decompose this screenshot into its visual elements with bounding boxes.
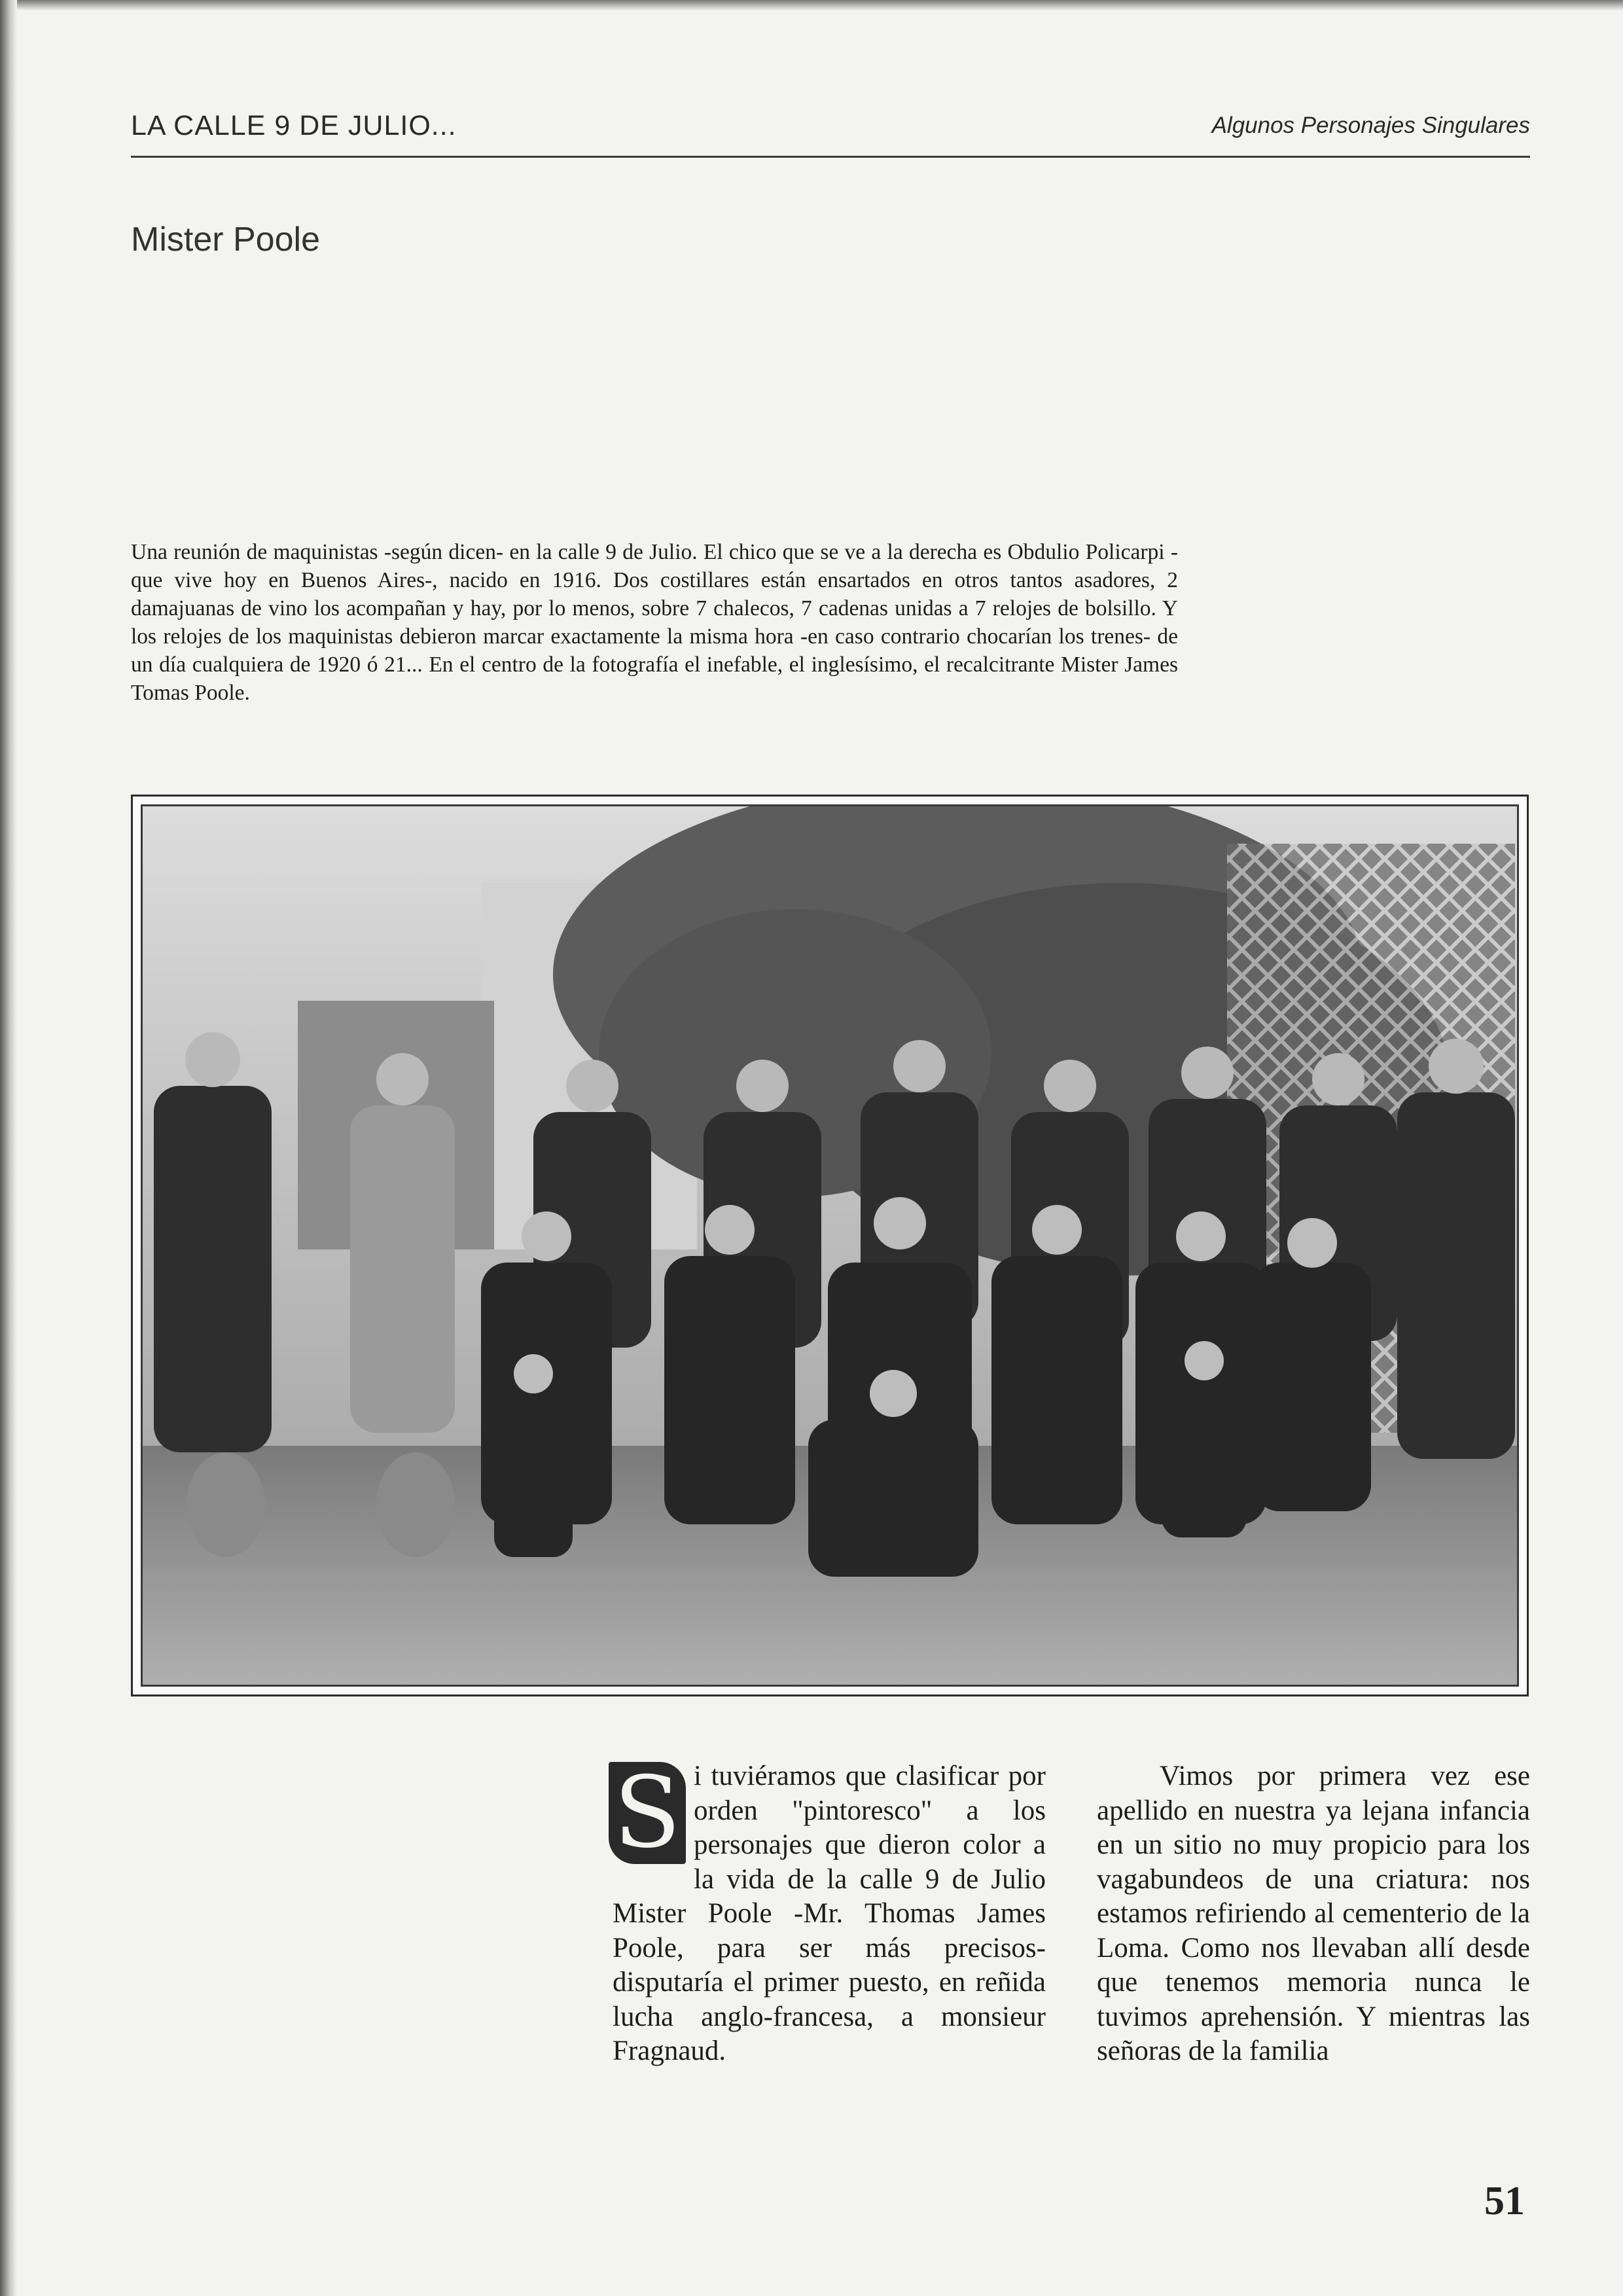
photo-caption: Una reunión de maquinistas -según dicen- en la calle 9 de Julio. El chico que se ve a la derecha es Obdulio Policarpi -que vive hoy en Buenos Aires-, nacido en 1916. Dos costillares están ensartados en otros tantos asadores, 2 damajuanas de vino los acompañan y hay, por lo menos, sobre 7 chalecos, 7 cadenas unidas a 7 relojes de bolsillo. Y los relojes de los maquinistas debieron marcar exactamente la misma hora -en caso contrario chocarían los trenes- de un día cualquiera de 1920 ó 21... En el centro de la fotografía el inefable, el inglesísimo, el recalcitrante Mister James Tomas Poole. <box>131 540 1178 705</box>
running-head-section: Algunos Personajes Singulares <box>1211 113 1530 138</box>
body-column-1 <box>613 1756 1046 2069</box>
page-number: 51 <box>1484 2179 1525 2223</box>
body-column-1-text: i tuviéramos que clasificar por orden "pintoresco" a los personajes que dieron color a la vida de la calle 9 de Julio Mister Poole -Mr. Thomas James Poole, para ser más precisos- disputaría el primer puesto, en reñida lucha anglo-francesa, a monsieur Fragnaud. <box>613 1761 1046 2066</box>
running-head-title: LA CALLE 9 DE JULIO... <box>131 110 457 141</box>
drop-cap: S <box>609 1762 686 1864</box>
header-rule <box>131 156 1530 158</box>
page-shadow-left <box>0 0 17 2296</box>
body-column-2: Vimos por primera vez ese apellido en nuestra ya lejana infancia en un sitio no muy propicio para los vagabundeos de una criatura: nos estamos refiriendo al cementerio de la Loma. Como nos llevaban allí desde que tenemos memoria nunca le tuvimos aprehensión. Y mientras las señoras de la familia <box>1097 1761 1530 2066</box>
photograph-image <box>141 804 1519 1687</box>
page-shadow-top <box>0 0 1623 10</box>
section-title: Mister Poole <box>131 221 320 259</box>
group-photograph <box>131 795 1529 1696</box>
